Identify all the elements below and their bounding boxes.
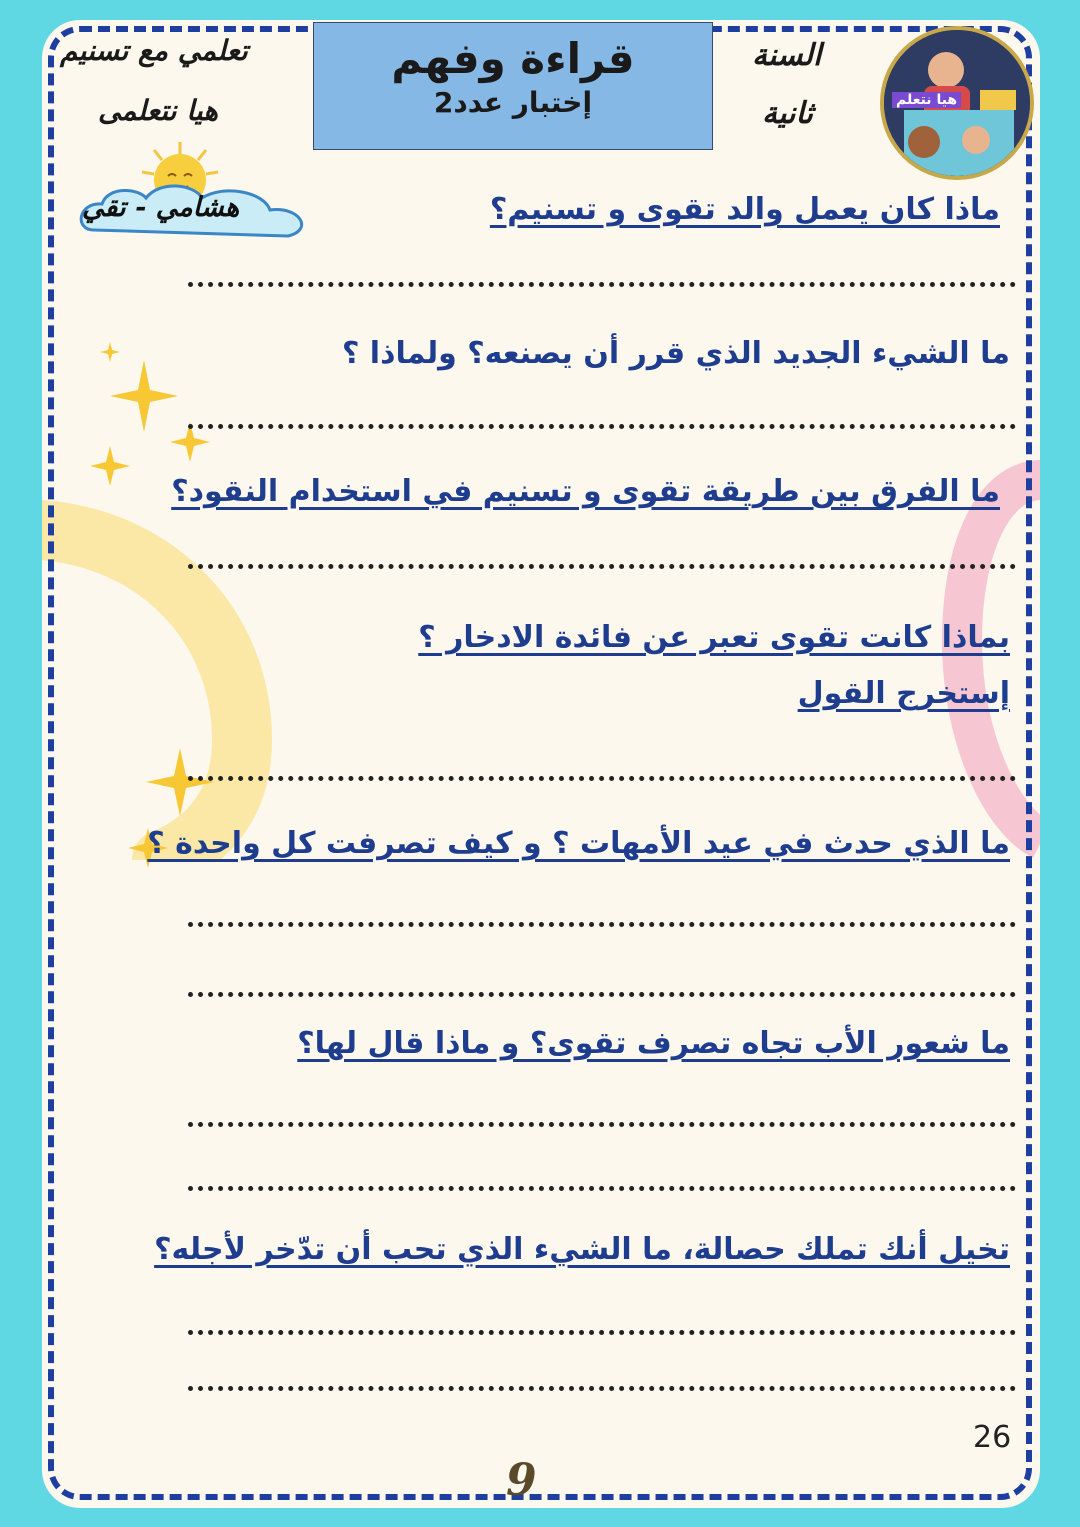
question-5: ما الذي حدث في عيد الأمهات ؟ و كيف تصرفت كل واحدة ؟ [147, 826, 1010, 861]
bottom-number: 9 [506, 1455, 537, 1506]
answer-line [188, 776, 1016, 781]
answer-line [188, 1122, 1016, 1127]
question-3: ما الفرق بين طريقة تقوى و تسنيم في استخدام النقود؟ [171, 474, 1000, 509]
answer-line [188, 922, 1016, 927]
question-6: ما شعور الأب تجاه تصرف تقوى؟ و ماذا قال لها؟ [297, 1026, 1010, 1061]
sparkle-stars-icon [60, 330, 240, 890]
question-7: تخيل أنك تملك حصالة، ما الشيء الذي تحب أن تدّخر لأجله؟ [154, 1232, 1010, 1267]
page-number: 26 [973, 1420, 1012, 1455]
answer-line [188, 1386, 1016, 1391]
logo-label: هيا نتعلم [892, 92, 961, 108]
question-4: بماذا كانت تقوى تعبر عن فائدة الادخار ؟ [418, 620, 1010, 655]
answer-line [188, 1186, 1016, 1191]
answer-line [188, 1330, 1016, 1335]
answer-line [188, 992, 1016, 997]
page-subtitle: إختبار عدد2 [433, 86, 593, 119]
answer-line [188, 282, 1016, 287]
brand-line-1: تعلمي مع تسنيم [60, 34, 248, 67]
year-value: ثانية [762, 96, 813, 131]
question-1: ماذا كان يعمل والد تقوى و تسنيم؟ [489, 192, 1000, 227]
brand-line-2: هيا نتعلمى [98, 94, 219, 127]
question-2: ما الشيء الجديد الذي قرر أن يصنعه؟ ولماذا ؟ [341, 336, 1010, 371]
year-label: السنة [752, 38, 822, 73]
cloud-names: هشامي - تقي [82, 192, 240, 223]
question-4-extract: إستخرج القول [797, 676, 1010, 711]
answer-line [188, 564, 1016, 569]
title-box [313, 22, 713, 150]
page-title: قراءة وفهم [391, 34, 635, 83]
answer-line [188, 424, 1016, 429]
logo-badge [880, 26, 1034, 180]
